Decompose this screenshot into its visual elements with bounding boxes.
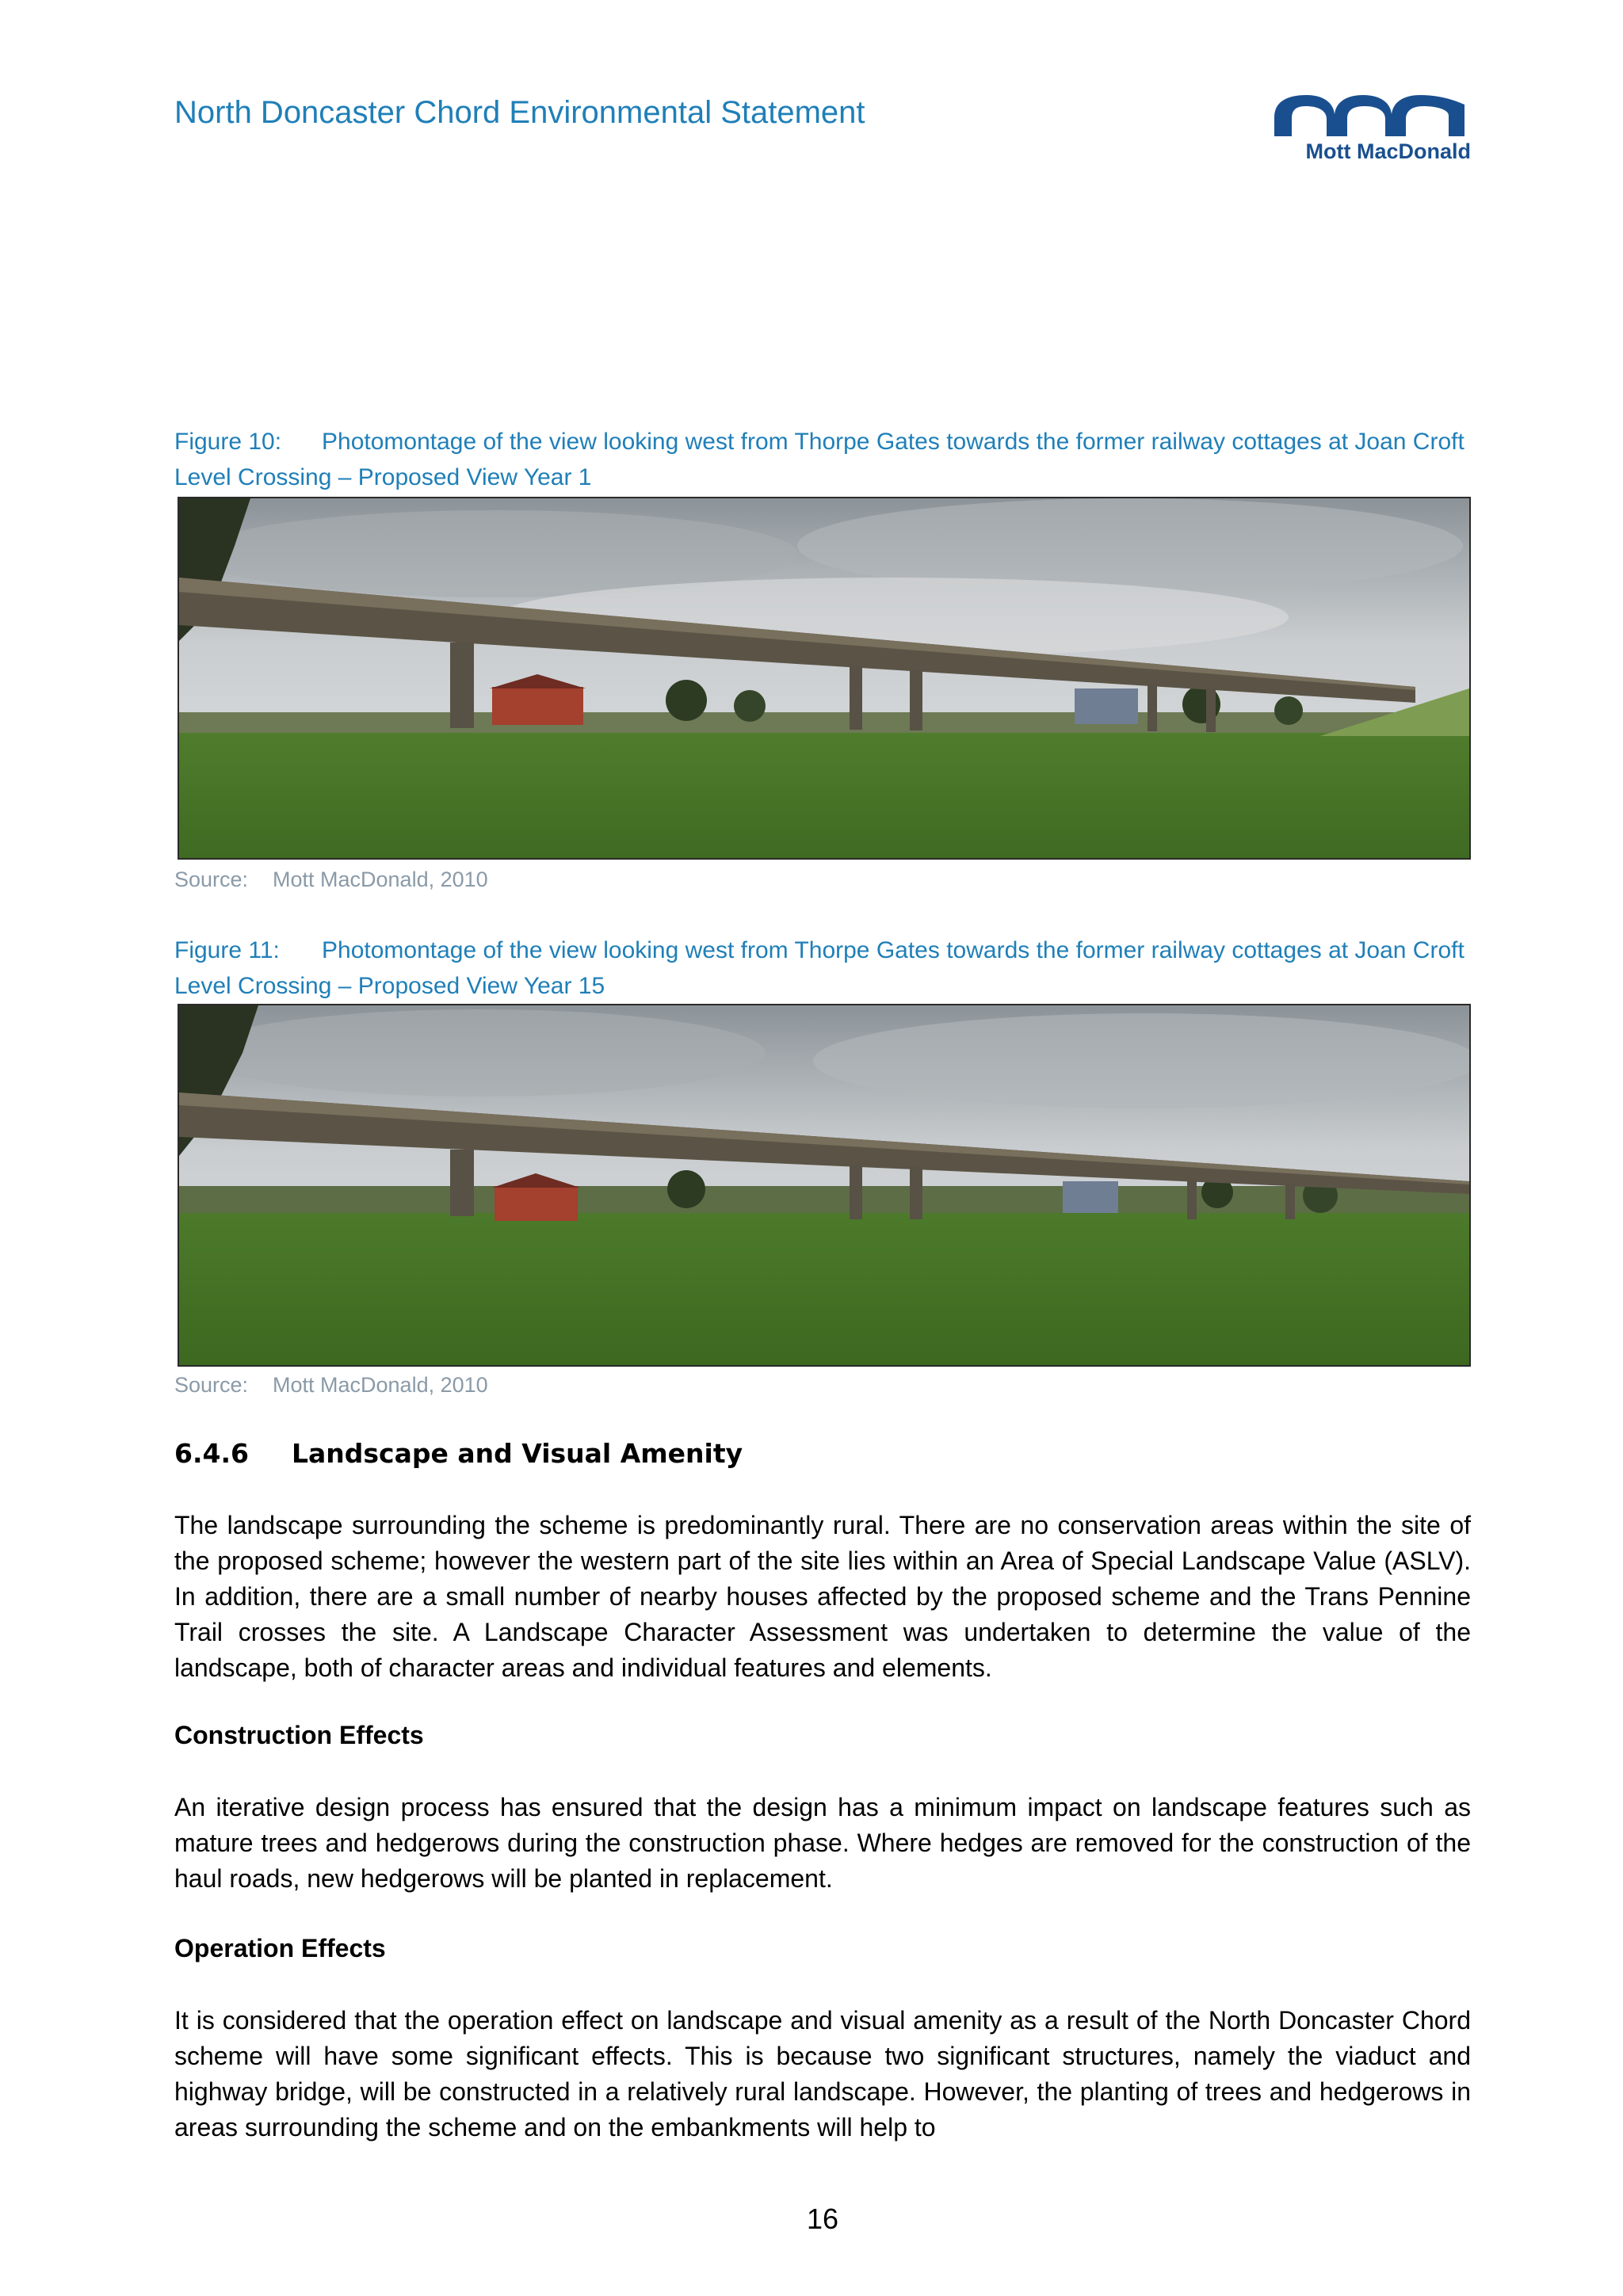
- figure-11-source: [174, 1373, 488, 1398]
- section-heading: [174, 1438, 743, 1469]
- viaduct-landscape-image: [179, 1005, 1469, 1365]
- operation-effects-paragraph: It is considered that the operation effect on landscape and visual amenity as a result of the North Doncaster Chord scheme will have some significant effects. This is because two significant structures, namely the viaduct and highway bridge, will be constructed in a relatively rural landscape. However, the planting of trees and hedgerows in areas surrounding the scheme and on the embankments will help to: [174, 2006, 1471, 2142]
- construction-effects-paragraph: An iterative design process has ensured that the design has a minimum impact on landscape features such as mature trees and hedgerows during the construction phase. Where hedges are removed for the construction of the haul roads, new hedgerows will be planted in replacement.: [174, 1793, 1471, 1893]
- figure-10-caption: [174, 424, 1474, 495]
- figure-11-number: Figure 11:: [174, 937, 280, 963]
- figure-10-caption-text: Photomontage of the view looking west from Thorpe Gates towards the former railway cottages at Joan Croft Level Crossing – Proposed View Year 1: [174, 429, 1465, 490]
- section-number: 6.4.6: [174, 1438, 249, 1469]
- logo-wordmark: Mott MacDonald: [1305, 139, 1471, 163]
- viaduct-landscape-image: [179, 498, 1469, 858]
- logo-arches-icon: [1268, 93, 1471, 138]
- figure-11-photomontage: [178, 1004, 1471, 1367]
- figure-10-number: Figure 10:: [174, 429, 282, 455]
- operation-effects-heading: Operation Effects: [174, 1934, 386, 1962]
- figure-11-source-label: Source:: [174, 1373, 249, 1397]
- figure-11-caption: [174, 933, 1474, 1004]
- figure-10-source-label: Source:: [174, 868, 249, 891]
- construction-effects-heading: Construction Effects: [174, 1721, 424, 1749]
- page-number: 16: [806, 2203, 839, 2235]
- document-title: North Doncaster Chord Environmental Statement: [174, 95, 865, 130]
- landscape-intro-paragraph: The landscape surrounding the scheme is predominantly rural. There are no conservation areas within the site of the proposed scheme; however the western part of the site lies within an Area of Special Landscape Value (ASLV). In addition, there are a small number of nearby houses affected by the proposed scheme and the Trans Pennine Trail crosses the site. A Landscape Character Assessment was undertaken to determine the value of the landscape, both of character areas and individual features and elements.: [174, 1511, 1471, 1682]
- figure-10-photomontage: [178, 497, 1471, 860]
- mott-macdonald-logo: [1268, 93, 1471, 165]
- figure-10-source: [174, 868, 488, 892]
- figure-10-source-text: Mott MacDonald, 2010: [273, 868, 488, 891]
- figure-11-caption-text: Photomontage of the view looking west from Thorpe Gates towards the former railway cottages at Joan Croft Level Crossing – Proposed View Year 15: [174, 937, 1465, 999]
- section-title: Landscape and Visual Amenity: [292, 1438, 743, 1469]
- figure-11-source-text: Mott MacDonald, 2010: [273, 1373, 488, 1397]
